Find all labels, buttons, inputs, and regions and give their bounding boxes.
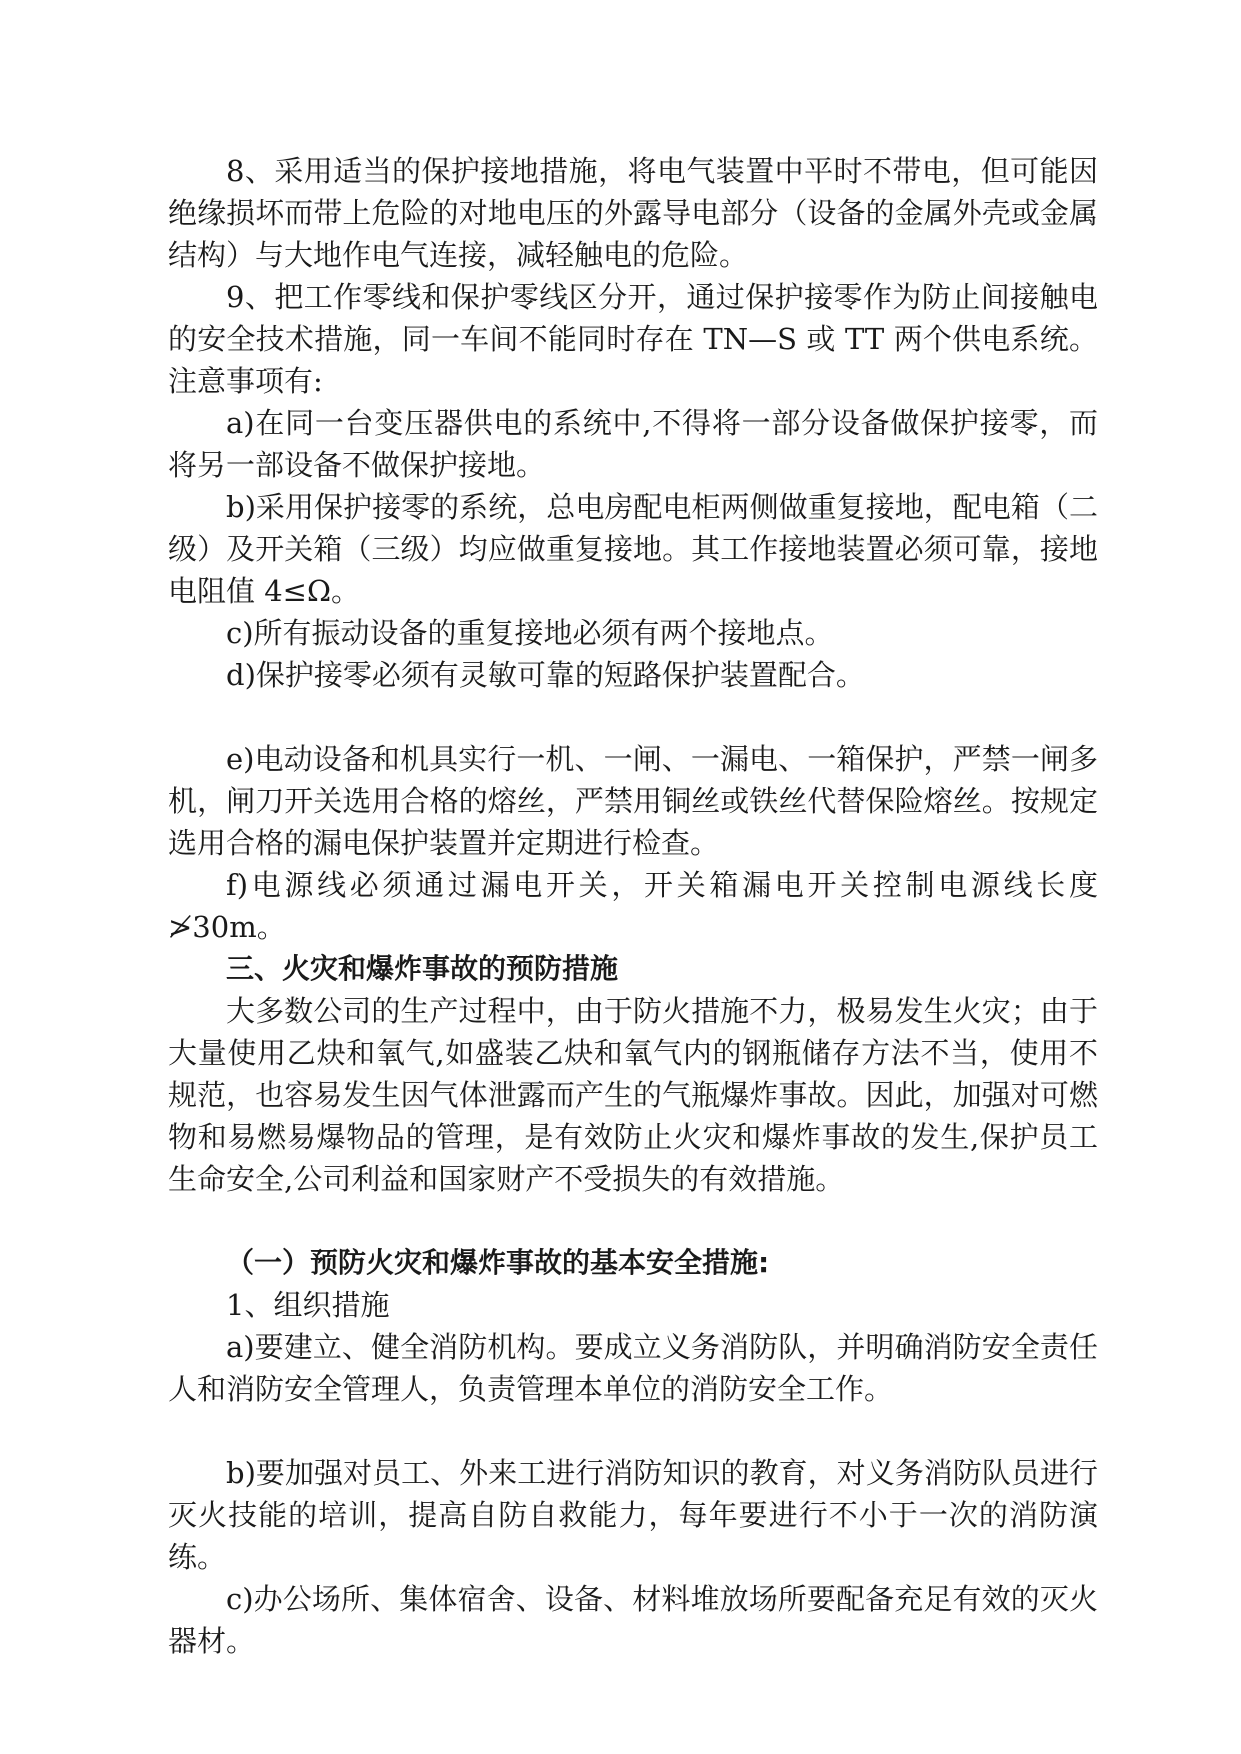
paragraph-fire-intro: 大多数公司的生产过程中，由于防火措施不力，极易发生火灾；由于大量使用乙炔和氧气,如盛装乙炔和氧气内的钢瓶储存方法不当，使用不规范，也容易发生因气体泄露而产生的气瓶爆炸事故。因此，加强对可燃物和易燃易爆物品的管理，是有效防止火灾和爆炸事故的发生,保护员工生命安全,公司利益和国家财产不受损失的有效措施。 [168, 994, 1098, 1196]
subsection-heading-basic-measures: （一）预防火灾和爆炸事故的基本安全措施: [226, 1246, 770, 1279]
paragraph-organizational-measures: 1、组织措施 [226, 1288, 390, 1322]
paragraph-item-c: c)所有振动设备的重复接地必须有两个接地点。 [226, 616, 834, 650]
paragraph-neutral-separation: 9、把工作零线和保护零线区分开，通过保护接零作为防止间接触电的安全技术措施，同一车间不能同时存在 TN—S 或 TT 两个供电系统。注意事项有: [168, 280, 1098, 398]
paragraph-item-e: e)电动设备和机具实行一机、一闸、一漏电、一箱保护，严禁一闸多机，闸刀开关选用合格的熔丝，严禁用铜丝或铁丝代替保险熔丝。按规定选用合格的漏电保护装置并定期进行检查。 [168, 742, 1098, 860]
paragraph-item-f: f)电源线必须通过漏电开关，开关箱漏电开关控制电源线长度≯30m。 [168, 868, 1098, 944]
blank-line [168, 1200, 1098, 1242]
section-heading-fire-explosion: 三、火灾和爆炸事故的预防措施 [226, 952, 619, 985]
blank-line [168, 1410, 1098, 1452]
paragraph-org-item-b: b)要加强对员工、外来工进行消防知识的教育，对义务消防队员进行灭火技能的培训，提高自防自救能力，每年要进行不小于一次的消防演练。 [168, 1456, 1098, 1574]
blank-line [168, 696, 1098, 738]
paragraph-org-item-a: a)要建立、健全消防机构。要成立义务消防队，并明确消防安全责任人和消防安全管理人，负责管理本单位的消防安全工作。 [168, 1330, 1098, 1406]
document-page [168, 150, 1098, 1662]
paragraph-item-a: a)在同一台变压器供电的系统中,不得将一部分设备做保护接零，而将另一部设备不做保护接地。 [168, 406, 1098, 482]
paragraph-protective-grounding: 8、采用适当的保护接地措施，将电气装置中平时不带电，但可能因绝缘损坏而带上危险的对地电压的外露导电部分（设备的金属外壳或金属结构）与大地作电气连接，减轻触电的危险。 [168, 154, 1098, 272]
paragraph-item-d: d)保护接零必须有灵敏可靠的短路保护装置配合。 [226, 658, 865, 692]
paragraph-item-b: b)采用保护接零的系统，总电房配电柜两侧做重复接地，配电箱（二级）及开关箱（三级）均应做重复接地。其工作接地装置必须可靠，接地电阻值 4≤Ω。 [168, 490, 1098, 608]
paragraph-org-item-c: c)办公场所、集体宿舍、设备、材料堆放场所要配备充足有效的灭火器材。 [168, 1582, 1098, 1658]
